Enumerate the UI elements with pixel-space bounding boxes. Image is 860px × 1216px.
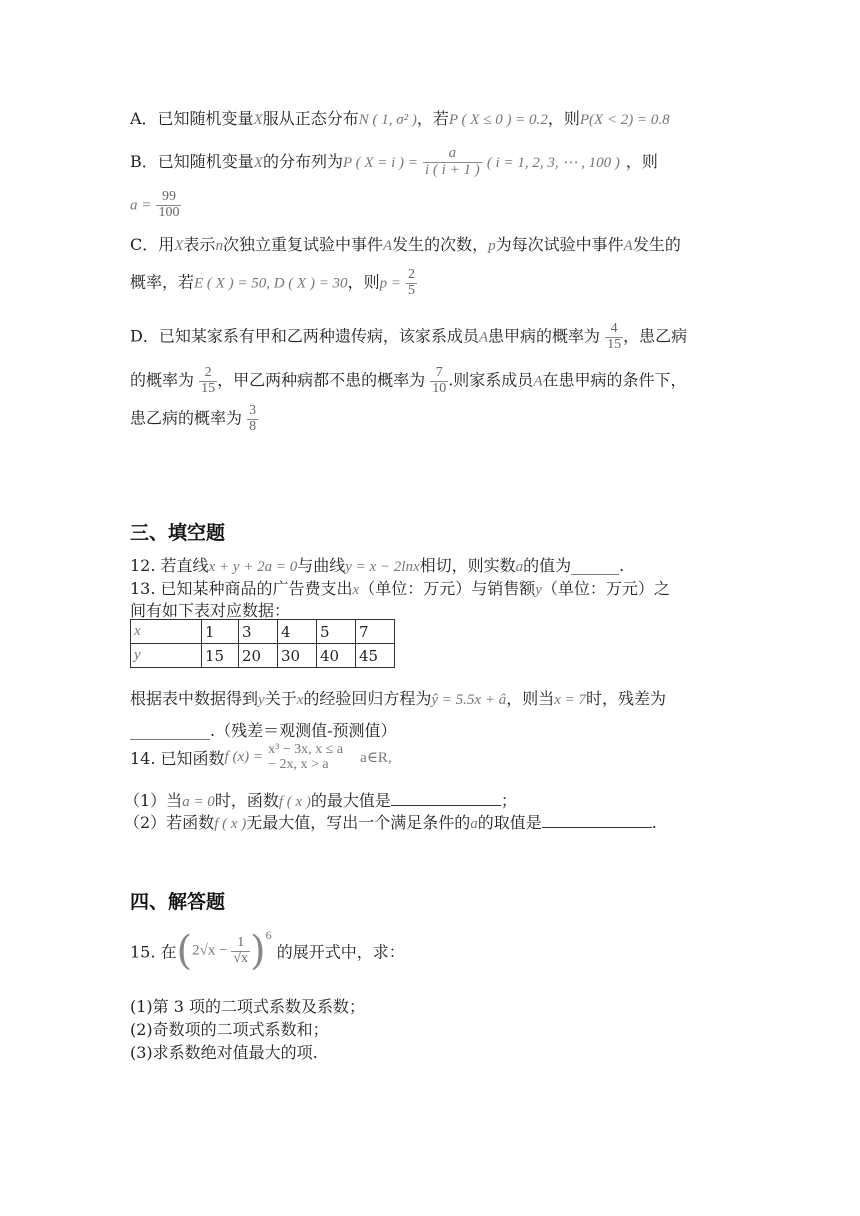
fraction: $\frac{1}{√x}$	[233, 934, 249, 966]
question-13-line3: 根据表中数据得到y关于x的经验回归方程为ŷ = 5.5x + â，则当x = 7时，残差为	[130, 689, 667, 708]
option-c: C．用X表示n次独立重复试验中事件A发生的次数，p为每次试验中事件A发生的	[130, 235, 681, 254]
math: N ( 1, σ² )	[358, 112, 417, 128]
question-14: 14. 已知函数f (x) = x³ − 3x, x ≤ a − 2x, x > a a∈R,	[130, 742, 392, 773]
option-b-answer	[130, 190, 181, 220]
fraction: $\frac{3}{8}$	[249, 403, 257, 434]
fraction: $\frac{2}{15}$	[201, 365, 216, 396]
math: ( i = 1, 2, 3, ⋯ , 100 )	[486, 154, 620, 171]
math: a =	[130, 197, 152, 214]
option-d: D．已知某家系有甲和乙两种遗传病，该家系成员A患甲病的概率为 $\frac{4}{15}$ ，患乙病	[130, 321, 688, 352]
text: ，则	[547, 109, 580, 128]
option-a	[130, 106, 670, 129]
text: ，则	[625, 151, 658, 171]
question-14-part1: （1）当a = 0时，函数f ( x )的最大值是 ；	[124, 791, 517, 810]
math: X	[253, 112, 263, 128]
section-title: 三、填空题	[130, 522, 226, 544]
option-c-cont: 概率，若E ( X ) = 50, D ( X ) = 30，则p = $\frac{2}{5}$	[130, 267, 416, 298]
question-14-part2: （2）若函数f ( x )无最大值，写出一个满足条件的a的取值是 .	[124, 813, 657, 832]
table-row: y 15 20 30 40 45	[131, 644, 395, 668]
question-15-part1: (1)第 3 项的二项式系数及系数；	[130, 997, 366, 1016]
text: ，若	[416, 109, 449, 128]
fraction: $\frac{4}{15}$	[607, 321, 622, 352]
question-12: 12. 若直线x + y + 2a = 0与曲线y = x − 2lnx相切，则实数a的值为______.	[130, 556, 625, 575]
table-row: x 1 3 4 5 7	[131, 620, 395, 644]
question-15-part3: (3)求系数绝对值最大的项.	[130, 1043, 318, 1062]
section-title: 四、解答题	[130, 891, 226, 913]
math: P(X < 2) = 0.8	[579, 112, 670, 128]
fraction: $\frac{7}{10}$	[432, 365, 447, 396]
fraction: $\frac{99}{100}$	[158, 189, 180, 220]
text: A．已知随机变量	[130, 109, 254, 128]
fraction: $\frac{a}{i ( i + 1 )}$	[425, 145, 480, 178]
math: X	[253, 154, 263, 171]
question-15-part2: (2)奇数项的二项式系数和；	[130, 1020, 329, 1039]
question-13-line4: __________.（残差＝观测值-预测值）	[130, 721, 397, 740]
question-13: 13. 已知某种商品的广告费支出x（单位：万元）与销售额y（单位：万元）之	[130, 579, 670, 598]
option-b	[130, 146, 658, 179]
option-d-line3: 患乙病的概率为 $\frac{3}{8}$	[130, 403, 257, 434]
piecewise: x³ − 3x, x ≤ a − 2x, x > a	[268, 742, 344, 773]
math: P ( X = i ) =	[342, 154, 418, 171]
question-13-cont: 间有如下表对应数据：	[130, 601, 291, 620]
question-15: 15. 在(2√x − $\frac{1}{√x}$ )$^6$ 的展开式中，求：	[130, 928, 405, 974]
text: B．已知随机变量	[130, 151, 254, 171]
math: P ( X ≤ 0 ) = 0.2	[448, 112, 548, 128]
option-d-line2: 的概率为 $\frac{2}{15}$ ，甲乙两种病都不患的概率为 $\frac{7}{10}$ .则家系成员A在患甲病的条件下，	[130, 365, 687, 396]
data-table	[130, 619, 395, 668]
text: 的分布列为	[262, 151, 343, 171]
fraction: $\frac{2}{5}$	[408, 267, 416, 298]
text: 服从正态分布	[262, 109, 359, 128]
